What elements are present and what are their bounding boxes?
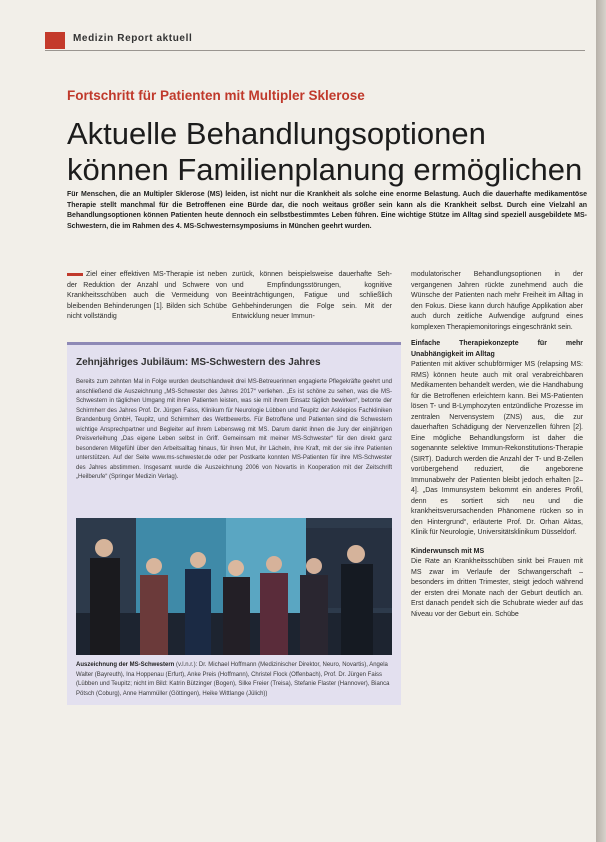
info-box-text: Bereits zum zehnten Mal in Folge wurden deutschlandweit drei MS-Betreuerinnen engagierte Pflegekräfte geehrt und anschließend die Auszeichnung „MS-Schwester des Jahres 2017“ verliehen. „Es ist schöne zu sehen, was die MS-Schwestern in täglichen Umgang mit ihren Patienten leisten, was sie mit ihrem Einsatz täglich bewirken“, betonte der Schirmherr des Jahres Prof. Dr. Jürgen Faiss, Klinikum für Neurologie Lübben und Teupitz der Asklepios Fachkliniken Brandenburg GmbH, Teupitz, und Schirmherr des Wettbewerbs. Für Betroffene und Patienten sind die Schwestern wichtige Ansprechpartner und Begleiter auf ihrem Lebensweg mit MS. Darum dankt ihnen die Jury der einjährigen Preisverleihung „Das eigene Leben selbst in Griff. Gemeinsam mit meiner MS-Schwester“ für den direkt ganz besonderen Mitgefühl über den Arbeitsalltag hinaus, für ihren Mut, ihr Lächeln, ihre Kraft, mit der sie ihre Patienten unterstützen. Auf der Seite www.ms-schwester.de oder per Postkarte konnten MS-Patienten für ihre MS-Schwester des Jahres abstimmen. Insgesamt wurde die Auszeichnung 2006 von Novartis in Kooperation mit der Zeitschrift „Heilberufe“ (Springer Medizin Verlag). xyxy=(76,379,392,480)
article-kicker: Fortschritt für Patienten mit Multipler Sklerose xyxy=(67,88,365,103)
column-1 xyxy=(67,270,227,323)
column-1-text: Ziel einer effektiven MS-Therapie ist neben der Reduktion der Anzahl und Schwere von Krankheitsschüben auch die Vermeidung von bleibenden Behinderungen [1]. Bilden sich Schübe nicht vollständig xyxy=(67,271,227,320)
info-box-title: Zehnjähriges Jubiläum: MS-Schwestern des Jahres xyxy=(76,357,321,368)
header-divider xyxy=(45,50,585,51)
subheading-family-planning: Kinderwunsch mit MS xyxy=(411,547,485,555)
column-3-body-1: Patienten mit aktiver schubförmiger MS (relapsing MS: RMS) können heute auch mit oral verabreichbaren Medikamenten behandelt werden, wie die Handhabung für die Betroffenen erleichtern kann. Bei MS-Patienten lösen T- und B-Lymphozyten entzündliche Prozesse im zentralen Nervensystem (ZNS) aus, die zur dauerhaften Schädigung der Nervenzellen führen [2]. Eine mögliche Behandlungsform ist daher die sogenannte selektive Immun-Rekonstitutions-Therapie (SIRT). Dadurch werden die Anzahl der T- und B-Zellen vorübergehend reduziert, die angeborene Immunabwehr der Patienten bleibt jedoch erhalten [2–4]. „Das Immunsystem bekommt ein anderes Profil, denn es sortiert sich neu und die krankheitsverursachenden Phänomene rücken so in den Hintergrund“, erläuterte Prof. Dr. Orhan Aktas, Klinik für Neurologie, Universitätsklinikum Düsseldorf. xyxy=(411,361,583,536)
award-photo xyxy=(76,518,392,655)
section-color-block xyxy=(45,32,65,49)
subheading-therapy-concepts: Einfache Therapiekonzepte für mehr Unabhängigkeit im Alltag xyxy=(411,340,583,358)
section-label: Medizin Report aktuell xyxy=(73,33,193,44)
caption-text: (v.l.n.r.): Dr. Michael Hoffmann (Medizinischer Direktor, Neuro, Novartis), Angela Walter (Bayreuth), Ina Hoppenau (Erfurt), Anke Preis (Hoffmann), Christel Flock (Offenbach), Prof. Dr. Jürgen Faiss (Lübben und Teupitz; nicht im Bild: Katrin Bützinger (Bogen), Silke Freier (Treisa), Stefanie Flaster (Hannover), Bianca Pötsch (Coburg), Anne Hammüller (Göttingen), Heike Wittlange (Jülich)) xyxy=(76,662,390,697)
column-3 xyxy=(411,270,583,620)
column-3-body-2: Die Rate an Krankheitsschüben sinkt bei Frauen mit MS zwar im Verlaufe der Schwangerschaft – besonders im dritten Trimester, steigt jedoch während der ersten drei Monate nach der Geburt deutlich an. Erst danach pendelt sich die Schubrate wieder auf das Niveau vor der Geburt ein. Schübe xyxy=(411,558,583,618)
column-2: zurück, können beispielsweise dauerhafte Seh- und Empfindungsstörungen, kognitive Beeinträchtigungen, Fatigue und schließlich Gehbehinderungen die Folge sein. Mit der Entwicklung neuer Immun- xyxy=(232,271,392,320)
section-header xyxy=(0,30,596,50)
caption-lead: Auszeichnung der MS-Schwestern xyxy=(76,662,175,668)
page-gutter xyxy=(596,0,606,842)
column-3-intro: modulatorischer Behandlungsoptionen in der vergangenen Jahren rückte zunehmend auch die Wünsche der Patienten nach mehr Freiheit im Alltag in den Fokus. Diese kann durch häufige Applikation aber auch durch zeitliche Aufwendige aufgrund eines komplexen Therapiemonitorings eingeschränkt sein. xyxy=(411,271,583,331)
info-box xyxy=(67,342,401,705)
paragraph-marker xyxy=(67,273,83,276)
award-photo-illustration xyxy=(76,518,392,655)
photo-caption xyxy=(76,661,392,699)
article-headline: Aktuelle Behandlungsoptionen können Familienplanung ermöglichen xyxy=(67,116,583,187)
article-lead: Für Menschen, die an Multipler Sklerose (MS) leiden, ist nicht nur die Krankheit als solche eine enorme Belastung. Auch die dauerhafte medikamentöse Therapie stellt manchmal für die Betroffenen eine Bürde dar, die noch weitaus größer sein kann als die Krankheit selbst. Durch eine Vielzahl an Behandlungsoptionen können Patienten heute dennoch ein selbstbestimmtes Leben führen. Eine wichtige Stütze im Alltag sind speziell ausgebildete MS-Schwestern, die im Rahmen des 4. MS-Schwesternsymposiums in München geehrt wurden. xyxy=(67,191,587,230)
